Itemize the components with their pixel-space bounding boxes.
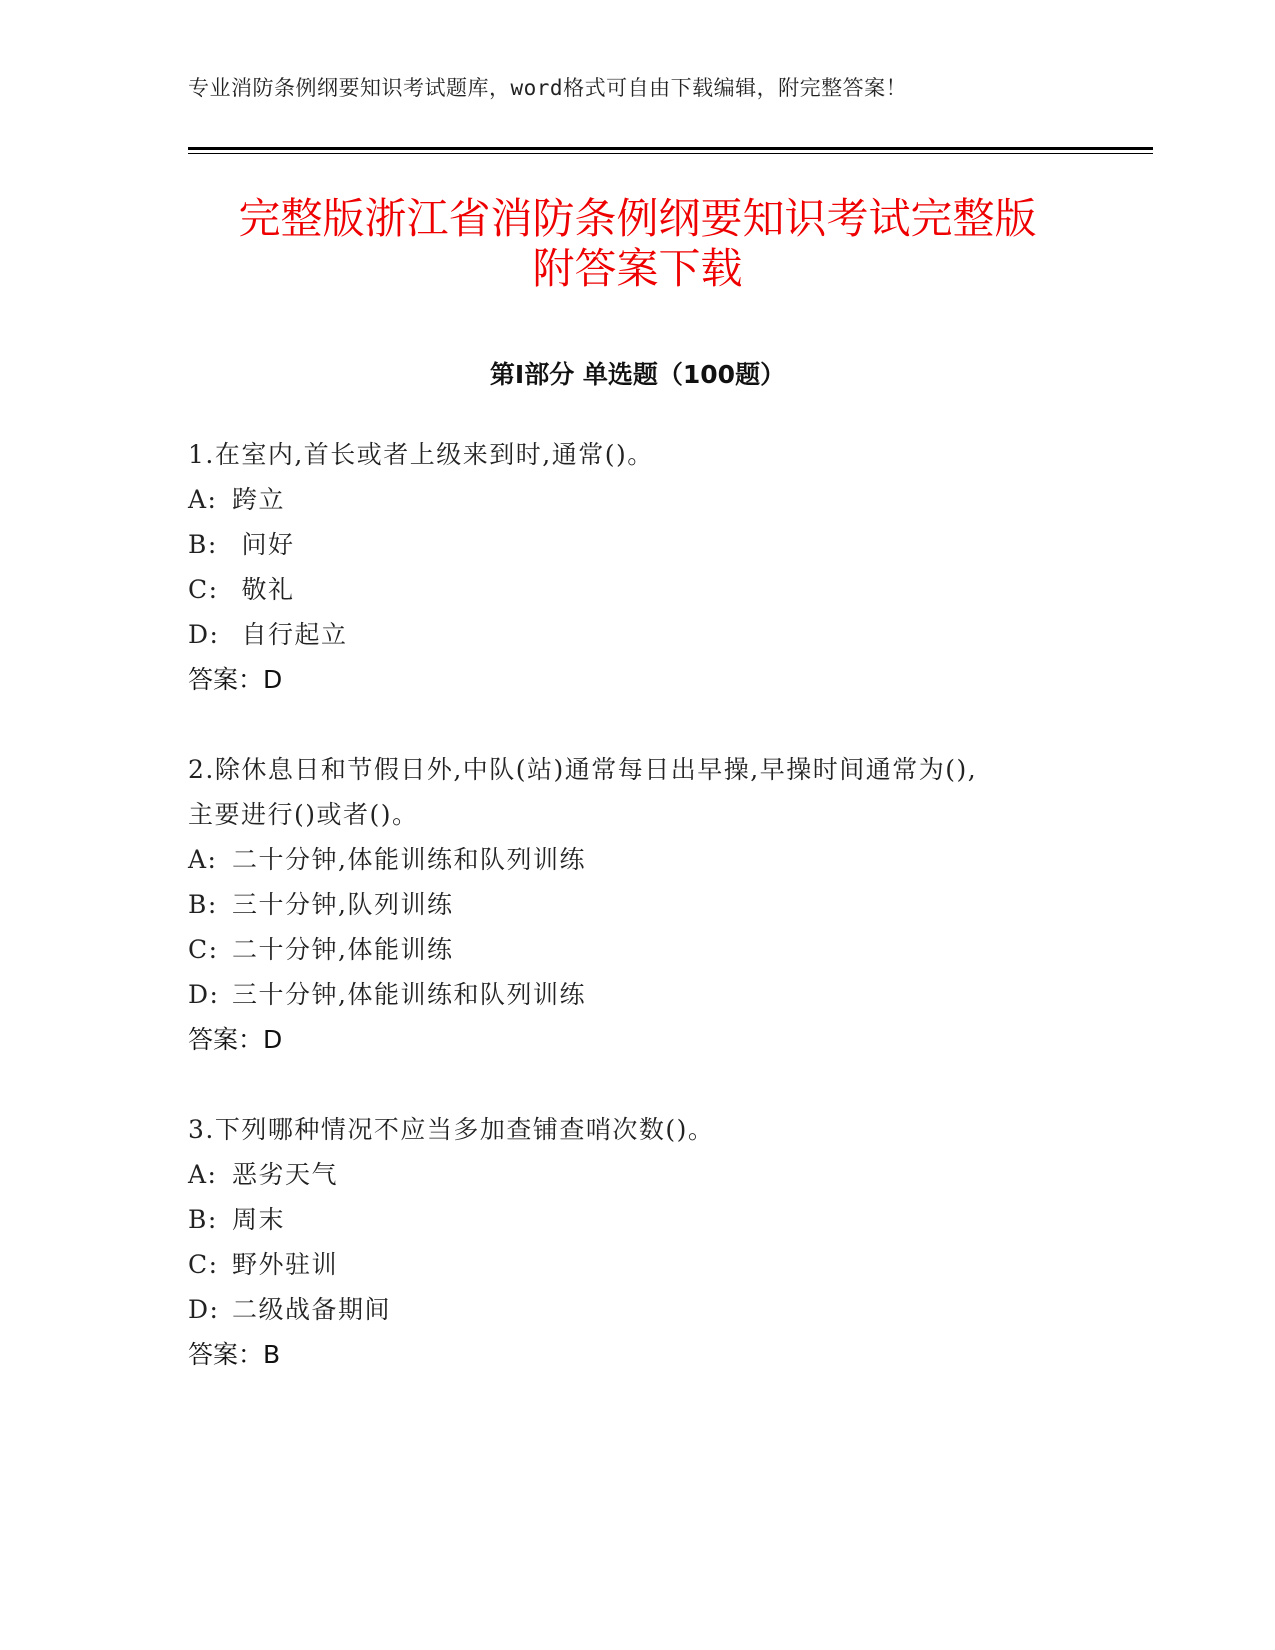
question-list [188, 432, 1088, 1422]
option-c [188, 927, 1088, 972]
header-divider-thick [188, 147, 1153, 150]
option-letter: D: [188, 980, 220, 1009]
option-text: 敬礼 [232, 575, 295, 604]
option-text: 三十分钟,队列训练 [232, 890, 454, 919]
option-letter: A: [188, 845, 218, 874]
option-text: 跨立 [232, 485, 286, 514]
question-2 [188, 747, 1088, 1062]
answer-line: 答案：D [188, 665, 283, 694]
option-letter: A: [188, 485, 218, 514]
question-stem: 1.在室内,首长或者上级来到时,通常()。 [188, 440, 654, 469]
option-letter: D: [188, 620, 220, 649]
option-a [188, 837, 1088, 882]
option-a [188, 1152, 1088, 1197]
option-letter: B: [188, 890, 218, 919]
option-d [188, 612, 1088, 657]
option-text: 二十分钟,体能训练 [232, 935, 454, 964]
option-letter: B: [188, 1205, 218, 1234]
option-text: 自行起立 [232, 620, 348, 649]
option-b [188, 1197, 1088, 1242]
document-title-line-1: 完整版浙江省消防条例纲要知识考试完整版 [238, 194, 1037, 243]
section-heading: 第Ⅰ部分 单选题（100题） [489, 360, 786, 389]
option-c [188, 1242, 1088, 1287]
option-text: 二十分钟,体能训练和队列训练 [232, 845, 586, 874]
document-title [160, 194, 1115, 294]
option-letter: C: [188, 575, 219, 604]
option-text: 野外驻训 [232, 1250, 339, 1279]
option-letter: B: [188, 530, 218, 559]
option-letter: C: [188, 1250, 219, 1279]
option-text: 三十分钟,体能训练和队列训练 [232, 980, 586, 1009]
option-text: 问好 [232, 530, 295, 559]
question-stem-continued: 主要进行()或者()。 [188, 800, 419, 829]
option-letter: C: [188, 935, 219, 964]
option-text: 二级战备期间 [232, 1295, 392, 1324]
option-b [188, 882, 1088, 927]
option-c [188, 567, 1088, 612]
question-3 [188, 1107, 1088, 1377]
option-d [188, 1287, 1088, 1332]
option-text: 周末 [232, 1205, 286, 1234]
option-d [188, 972, 1088, 1017]
header-divider-thin [188, 153, 1153, 154]
header-note: 专业消防条例纲要知识考试题库，word格式可自由下载编辑，附完整答案！ [188, 76, 908, 100]
option-b [188, 522, 1088, 567]
option-letter: A: [188, 1160, 218, 1189]
question-stem: 3.下列哪种情况不应当多加查铺查哨次数()。 [188, 1115, 715, 1144]
answer-line: 答案：B [188, 1340, 281, 1369]
document-title-line-2: 附答案下载 [532, 244, 743, 293]
answer-line: 答案：D [188, 1025, 283, 1054]
question-1 [188, 432, 1088, 702]
option-letter: D: [188, 1295, 220, 1324]
question-stem: 2.除休息日和节假日外,中队(站)通常每日出早操,早操时间通常为(), [188, 755, 978, 784]
option-text: 恶劣天气 [232, 1160, 339, 1189]
option-a [188, 477, 1088, 522]
